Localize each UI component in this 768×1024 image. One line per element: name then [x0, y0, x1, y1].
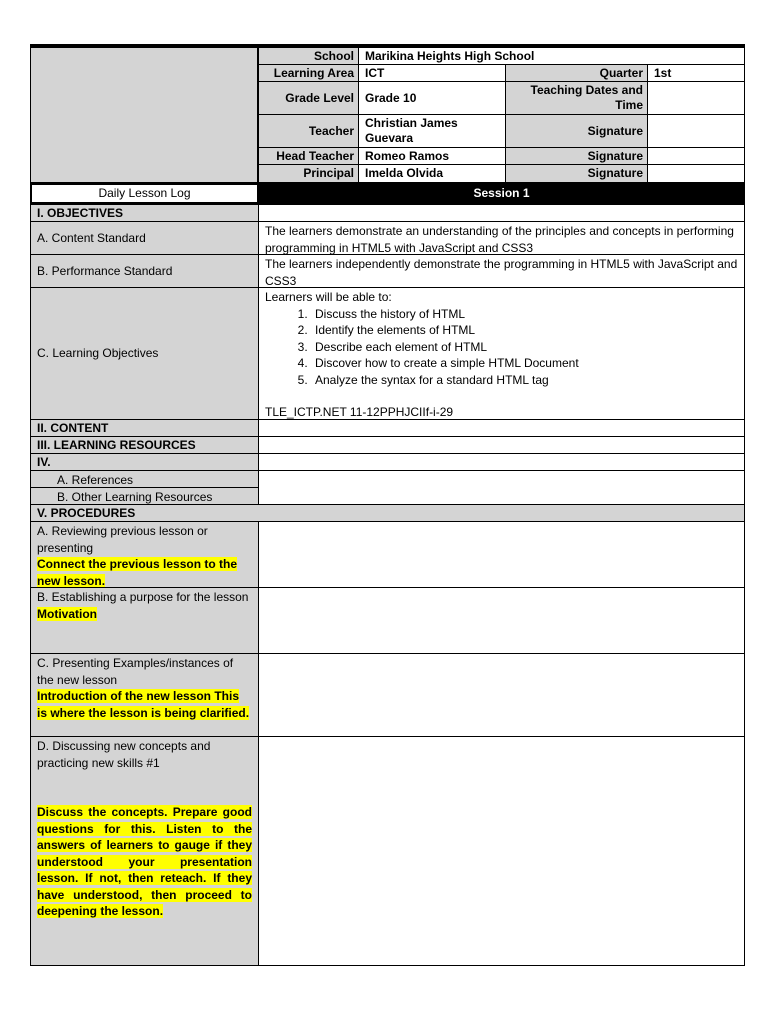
references-label: A. References [30, 470, 259, 488]
objectives-row [30, 204, 745, 222]
procedure-a-row [30, 521, 745, 588]
performance-standard-text: The learners independently demonstrate the programming in HTML5 with JavaScript and CSS3 [258, 254, 745, 288]
content-row [30, 419, 745, 437]
teacher-signature-value [647, 114, 745, 148]
procedures-heading: V. PROCEDURES [30, 504, 745, 522]
content-heading: II. CONTENT [30, 419, 259, 437]
principal-signature-value [647, 164, 745, 183]
procedure-b-content [258, 587, 745, 654]
teaching-dates-value [647, 81, 745, 115]
learning-resources-heading: III. LEARNING RESOURCES [30, 436, 259, 454]
principal-value: Imelda Olvida [358, 164, 506, 183]
procedure-c-note: Introduction of the new lesson This is where the lesson is being clarified. [37, 689, 250, 720]
header-block [30, 47, 745, 183]
content-standard-row [30, 221, 745, 255]
procedure-a-label: A. Reviewing previous lesson or presenting [37, 524, 208, 555]
procedure-d-label: D. Discussing new concepts and practicing new skills #1 [37, 739, 211, 770]
learning-objectives-label: C. Learning Objectives [30, 287, 259, 420]
learning-objectives-cell [258, 287, 745, 420]
procedure-d-note: Discuss the concepts. Prepare good questions for this. Listen to the answers of learners to gauge if they understood your presentation lesson. If not, then reteach. If they have understood, then proceed to deepening the lesson. [37, 805, 252, 918]
content-cell [258, 419, 745, 437]
daily-lesson-log-title: Daily Lesson Log [30, 183, 259, 204]
learning-resources-row [30, 436, 745, 454]
procedure-a-content [258, 521, 745, 588]
objective-item: 1. Discuss the history of HTML [311, 306, 738, 323]
learning-resources-cell [258, 436, 745, 454]
procedures-row [30, 504, 745, 522]
procedure-c-cell [30, 653, 259, 737]
school-value: Marikina Heights High School [358, 47, 745, 65]
quarter-value: 1st [647, 64, 745, 82]
iv-heading: IV. [30, 453, 259, 471]
objective-item: 2. Identify the elements of HTML [311, 322, 738, 339]
references-cell [258, 470, 745, 505]
objective-item: 5. Analyze the syntax for a standard HTML tag [311, 372, 738, 389]
references-row [30, 470, 745, 505]
competency-code: TLE_ICTP.NET 11-12PPHJCIIf-i-29 [265, 405, 454, 419]
procedure-c-content [258, 653, 745, 737]
procedure-b-note: Motivation [37, 606, 97, 621]
head-teacher-value: Romeo Ramos [358, 147, 506, 165]
principal-signature-label: Signature [505, 164, 648, 183]
grade-level-value: Grade 10 [358, 81, 506, 115]
procedure-b-label: B. Establishing a purpose for the lesson [37, 590, 249, 604]
content-standard-label: A. Content Standard [30, 221, 259, 255]
log-title-row [30, 183, 745, 204]
iv-row [30, 453, 745, 471]
procedure-a-cell [30, 521, 259, 588]
school-label: School [258, 47, 359, 65]
session-title: Session 1 [258, 183, 745, 204]
performance-standard-label: B. Performance Standard [30, 254, 259, 288]
objective-item: 3. Describe each element of HTML [311, 339, 738, 356]
procedure-a-note: Connect the previous lesson to the new lesson. [37, 557, 238, 588]
learning-objectives-row [30, 287, 745, 420]
objectives-heading: I. OBJECTIVES [30, 204, 259, 222]
header-blank-area [30, 47, 258, 183]
content-standard-text: The learners demonstrate an understanding of the principles and concepts in performing programming in HTML5 with JavaScript and CSS3 [258, 221, 745, 255]
head-teacher-signature-value [647, 147, 745, 165]
objective-item: 4. Discover how to create a simple HTML Document [311, 355, 738, 372]
procedure-b-row [30, 587, 745, 654]
procedure-d-row [30, 736, 745, 966]
teaching-dates-label: Teaching Dates and Time [505, 81, 648, 115]
teacher-label: Teacher [258, 114, 359, 148]
teacher-signature-label: Signature [505, 114, 648, 148]
head-teacher-signature-label: Signature [505, 147, 648, 165]
performance-standard-row [30, 254, 745, 288]
principal-label: Principal [258, 164, 359, 183]
objectives-cell [258, 204, 745, 222]
learning-area-value: ICT [358, 64, 506, 82]
learning-objectives-list [265, 306, 738, 389]
procedure-d-cell [30, 736, 259, 966]
learning-objectives-intro: Learners will be able to: [265, 290, 392, 304]
procedure-b-cell [30, 587, 259, 654]
grade-level-label: Grade Level [258, 81, 359, 115]
learning-area-label: Learning Area [258, 64, 359, 82]
head-teacher-label: Head Teacher [258, 147, 359, 165]
teacher-value: Christian James Guevara [358, 114, 506, 148]
procedure-c-row [30, 653, 745, 737]
quarter-label: Quarter [505, 64, 648, 82]
iv-cell [258, 453, 745, 471]
other-resources-label: B. Other Learning Resources [30, 487, 259, 505]
procedure-c-label: C. Presenting Examples/instances of the new lesson [37, 656, 234, 687]
procedure-d-content [258, 736, 745, 966]
